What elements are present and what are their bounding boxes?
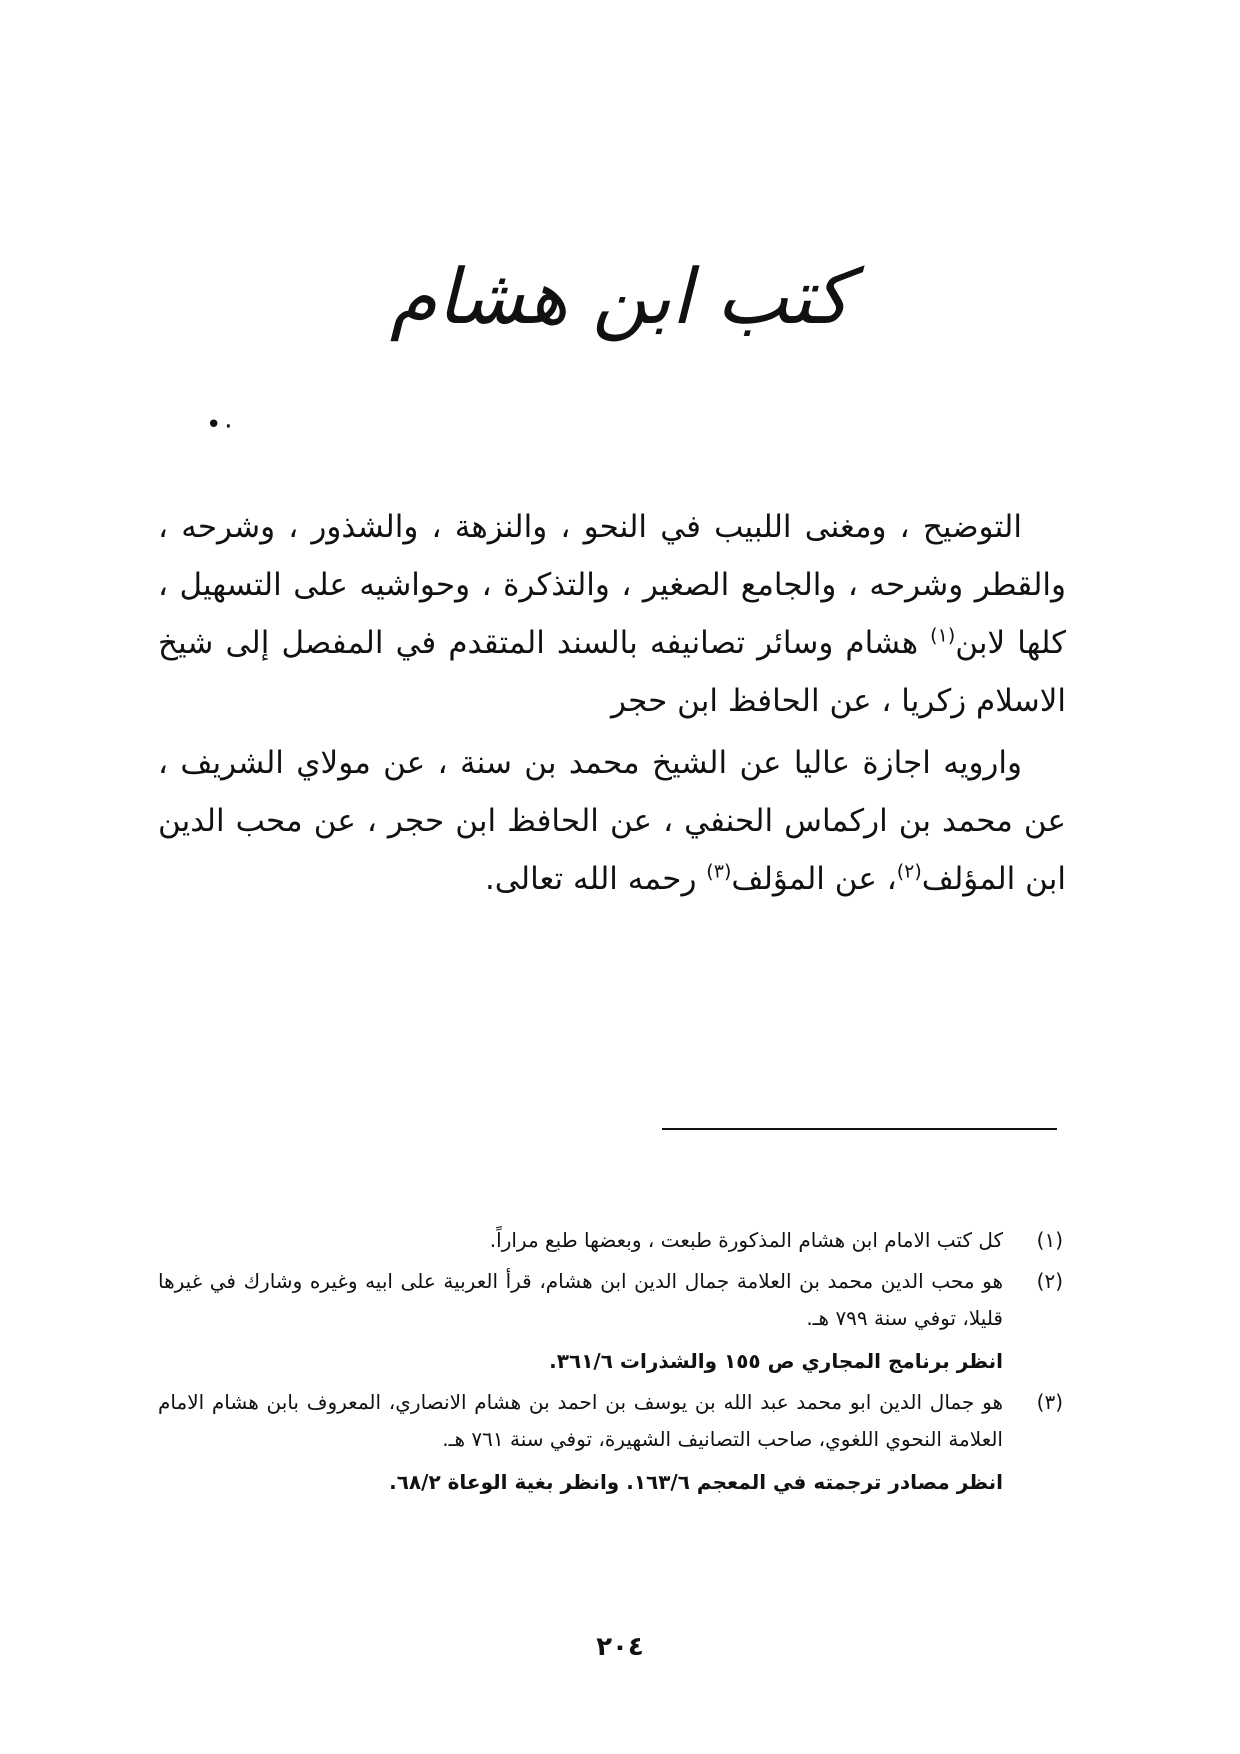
footnote-3 [158, 1384, 1063, 1501]
footnote-number: (٢) [1036, 1269, 1063, 1293]
footnote-source: انظر مصادر ترجمته في المعجم ١٦٣/٦. وانظر بغية الوعاة ٦٨/٢. [389, 1470, 1003, 1494]
paragraph-2-text-a: وارويه اجازة عاليا عن الشيخ محمد بن سنة ، عن مولاي الشريف ، عن محمد بن اركماس الحنفي ، عن الحافظ ابن حجر ، عن محب الدين ابن المؤلف [158, 745, 1066, 897]
footnote-body [158, 1263, 1003, 1380]
page-heading: كتب ابن هشام [389, 252, 851, 341]
footnote-text: هو جمال الدين ابو محمد عبد الله بن يوسف بن احمد بن هشام الانصاري، المعروف بابن هشام الامام العلامة النحوي اللغوي، صاحب التصانيف الشهيرة، توفي سنة ٧٦١ هـ. [158, 1390, 1003, 1451]
footnote-text: هو محب الدين محمد بن العلامة جمال الدين ابن هشام، قرأ العربية على ابيه وغيره وشارك في غيرها قليلا، توفي سنة ٧٩٩ هـ. [158, 1269, 1003, 1330]
footnote-body [158, 1384, 1003, 1501]
paragraph-2-text-b: ، عن المؤلف [731, 861, 897, 897]
footnote-2 [158, 1263, 1063, 1380]
footnote-number: (١) [1036, 1228, 1063, 1252]
paragraph-2 [158, 734, 1066, 908]
footnote-source: انظر برنامج المجاري ص ١٥٥ والشذرات ٣٦١/٦. [549, 1349, 1003, 1373]
paragraph-1-text-b: هشام وسائر تصانيفه بالسند المتقدم في المفصل إلى شيخ الاسلام زكريا ، عن الحافظ ابن حجر [158, 625, 1066, 719]
footnote-text: كل كتب الامام ابن هشام المذكورة طبعت ، وبعضها طبع مراراً. [489, 1228, 1003, 1252]
footnote-ref-1: (١) [930, 624, 956, 647]
main-text [158, 498, 1066, 912]
footnote-number: (٣) [1036, 1390, 1063, 1414]
page-number: ٢٠٤ [596, 1632, 644, 1662]
paragraph-2-text-c: رحمه الله تعالى. [484, 861, 707, 897]
section-mark: ٠• [206, 410, 236, 440]
paragraph-1-text-a: التوضيح ، ومغنى اللبيب في النحو ، والنزهة ، والشذور ، وشرحه ، والقطر وشرحه ، والجامع الصغير ، والتذكرة ، وحواشيه على التسهيل ، كلها لابن [158, 509, 1067, 661]
footnotes [158, 1222, 1063, 1505]
paragraph-1 [158, 498, 1066, 730]
footnote-ref-2: (٢) [896, 860, 922, 883]
footnote-separator [662, 1128, 1057, 1130]
footnote-1 [158, 1222, 1063, 1259]
footnote-ref-3: (٣) [706, 860, 732, 883]
footnote-body [158, 1222, 1003, 1259]
